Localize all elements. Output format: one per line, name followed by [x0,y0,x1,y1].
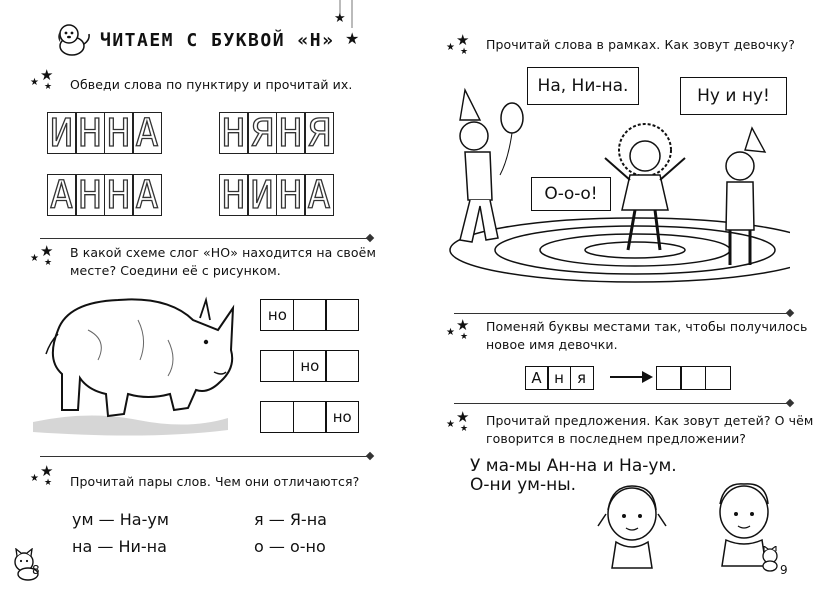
sentence-1: У ма-мы Ан-на и На-ум. [470,456,677,476]
puppy-icon [52,22,94,58]
letter-cell: Н [104,174,134,216]
dotted-word-nina[interactable] [220,174,334,216]
rhino-illustration[interactable] [28,290,248,440]
scheme-2[interactable] [262,350,359,382]
empty-box [293,299,327,331]
word-pair [254,537,326,556]
letter-cell: А [132,174,162,216]
empty-box [325,299,359,331]
letter-cell: А [132,112,162,154]
letter-cell: Я [304,112,334,154]
letter-cell: Н [75,174,105,216]
dotted-word-anna[interactable] [48,174,162,216]
speech-bubble-o-o-o: О-о-о! [531,177,611,211]
stars-icon: ★ ★ ★ [30,462,54,488]
section-divider [454,313,790,314]
page-number: 8 [32,563,40,577]
task3-instruction: Прочитай пары слов. Чем они отличаются? [70,474,360,489]
pair-dash: — [268,510,285,529]
letter-cell: А [47,174,77,216]
word-pair [254,510,327,529]
task1-instruction: Обведи слова по пунктиру и прочитай их. [70,77,353,92]
stars-icon: ★ ★ ★ [446,408,470,434]
pair-word: на [72,537,93,556]
empty-box [260,350,294,382]
svg-text:★: ★ [345,29,360,48]
empty-box [293,401,327,433]
letter-cell: А [304,174,334,216]
pair-word: Я-на [289,510,327,529]
task2-instruction-line1: В какой схеме слог «НО» находится на своём [70,245,376,260]
speech-bubble-na-nina: На, Ни-на. [527,67,639,105]
letter-box: А [525,366,549,390]
hanging-stars-icon [330,0,370,50]
section-divider [40,456,370,457]
answer-boxes[interactable] [657,366,731,390]
pair-word: я [254,510,264,529]
dotted-word-inna[interactable] [48,112,162,154]
anya-letters [526,366,594,390]
pair-word: Ни-на [118,537,167,556]
letter-box: н [547,366,571,390]
section-divider [454,403,790,404]
syllable-box: но [325,401,359,433]
task3-instruction-line1: Прочитай предложения. Как зовут детей? О чём [486,413,814,428]
empty-box [325,350,359,382]
stars-icon: ★ ★ ★ [30,66,54,92]
pair-word: о-но [289,537,326,556]
task1-instruction: Прочитай слова в рамках. Как зовут девочку? [486,37,795,52]
letter-cell: Я [247,112,277,154]
task2-instruction-line2: новое имя девочки. [486,337,618,352]
letter-cell: Н [276,174,306,216]
task2-instruction-line1: Поменяй буквы местами так, чтобы получилось [486,319,808,334]
svg-text:★: ★ [334,11,346,26]
stars-icon: ★ ★ ★ [446,316,470,342]
letter-cell: И [47,112,77,154]
stars-icon: ★ ★ ★ [30,242,54,268]
word-pair [72,537,167,556]
speech-bubble-nu-i-nu: Ну и ну! [680,77,787,115]
answer-box[interactable] [656,366,682,390]
letter-cell: Н [75,112,105,154]
page-number: 9 [780,563,788,577]
letter-box: я [570,366,594,390]
task2-instruction-line2: месте? Соедини её с рисунком. [70,263,281,278]
syllable-box: но [293,350,327,382]
letter-cell: Н [104,112,134,154]
pair-word: ум [72,510,94,529]
page-title: ЧИТАЕМ С БУКВОЙ «Н» [100,30,335,51]
letter-cell: Н [276,112,306,154]
syllable-box: но [260,299,294,331]
scheme-1[interactable] [262,299,359,331]
letter-cell: И [247,174,277,216]
answer-box[interactable] [705,366,731,390]
pair-word: На-ум [119,510,169,529]
stars-icon: ★ ★ ★ [446,31,470,57]
scheme-3[interactable] [262,401,359,433]
kitten-icon [10,548,46,582]
dotted-word-nyanya[interactable] [220,112,334,154]
sentence-2: О-ни ум-ны. [470,475,577,495]
girl-portrait-illustration [592,480,672,570]
pair-dash: — [98,510,115,529]
arrow-right-icon [608,370,654,384]
pair-dash: — [268,537,285,556]
kitten-icon [760,546,780,572]
empty-box [260,401,294,433]
word-pair [72,510,169,529]
pair-dash: — [97,537,114,556]
task3-instruction-line2: говорится в последнем предложении? [486,431,747,446]
letter-cell: Н [219,112,249,154]
pair-word: о [254,537,264,556]
section-divider [40,238,370,239]
letter-cell: Н [219,174,249,216]
answer-box[interactable] [680,366,706,390]
